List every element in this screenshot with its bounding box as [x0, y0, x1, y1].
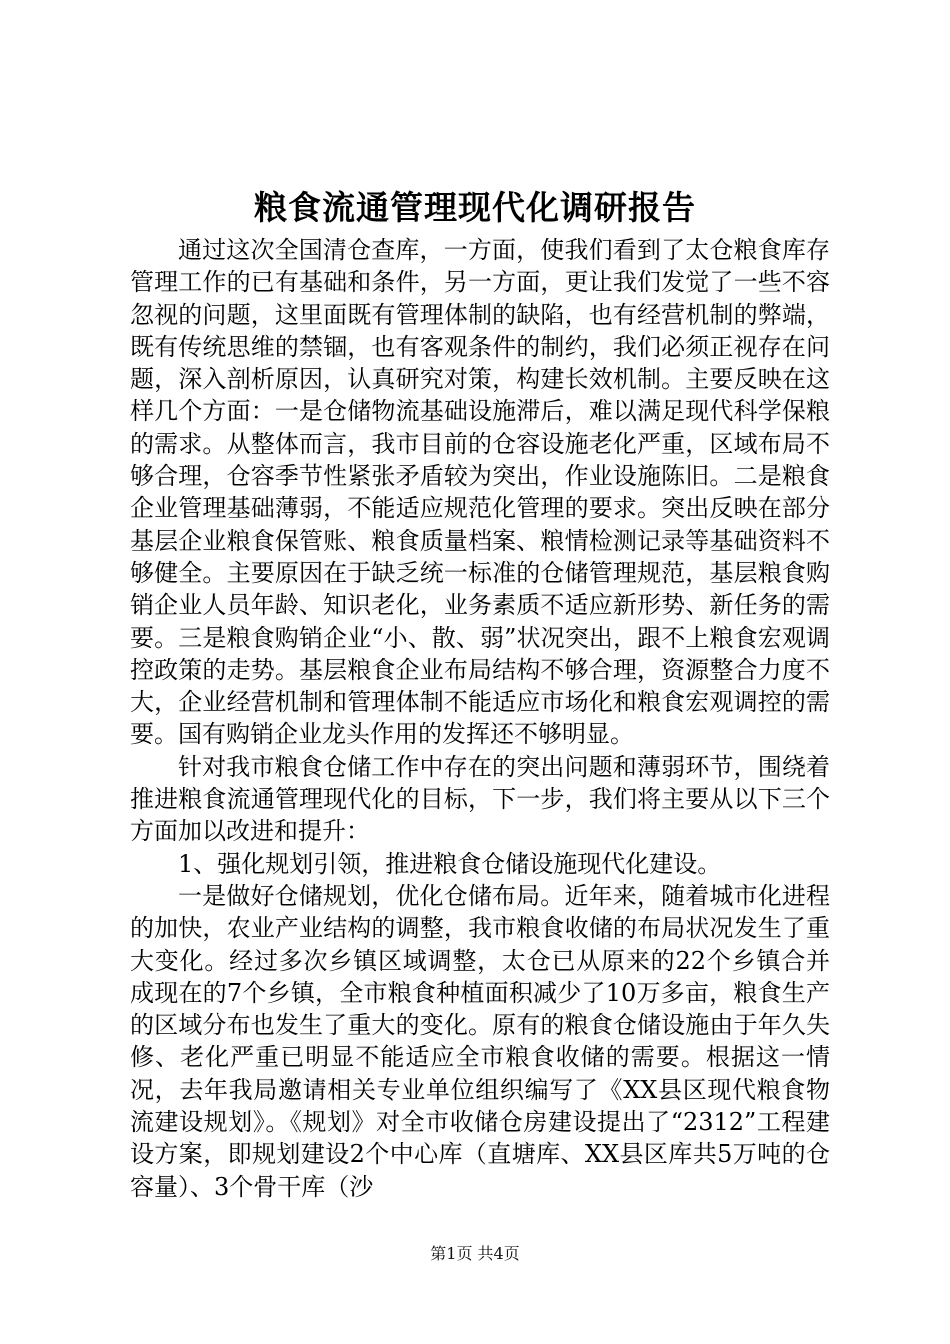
paragraph-improvements-intro: 针对我市粮食仓储工作中存在的突出问题和薄弱环节，围绕着推进粮食流通管理现代化的目标，下一步，我们将主要从以下三个方面加以改进和提升： — [130, 752, 830, 846]
document-body — [130, 234, 830, 1203]
page-footer: 第1页 共4页 — [430, 1244, 520, 1263]
paragraph-storage-planning: 一是做好仓储规划，优化仓储布局。近年来，随着城市化进程的加快，农业产业结构的调整，我市粮食收储的布局状况发生了重大变化。经过多次乡镇区域调整，太仓已从原来的22个乡镇合并成现在的7个乡镇，全市粮食种植面积减少了10万多亩，粮食生产的区域分布也发生了重大的变化。原有的粮食仓储设施由于年久失修、老化严重已明显不能适应全市粮食收储的需要。根据这一情况，去年我局邀请相关专业单位组织编写了《XX县区现代粮食物流建设规划》。《规划》对全市收储仓房建设提出了“2312”工程建设方案，即规划建设2个中心库（直塘库、XX县区库共5万吨的仓容量）、3个骨干库（沙 — [130, 881, 830, 1201]
document-title: 粮食流通管理现代化调研报告 — [254, 188, 696, 227]
paragraph-problems: 通过这次全国清仓查库，一方面，使我们看到了太仓粮食库存管理工作的已有基础和条件，另一方面，更让我们发觉了一些不容忽视的问题，这里面既有管理体制的缺陷，也有经营机制的弊端，既有传统思维的禁锢，也有客观条件的制约，我们必须正视存在问题，深入剖析原因，认真研究对策，构建长效机制。主要反映在这样几个方面：一是仓储物流基础设施滞后，难以满足现代科学保粮的需求。从整体而言，我市目前的仓容设施老化严重，区域布局不够合理，仓容季节性紧张矛盾较为突出，作业设施陈旧。二是粮食企业管理基础薄弱，不能适应规范化管理的要求。突出反映在部分基层企业粮食保管账、粮食质量档案、粮情检测记录等基础资料不够健全。主要原因在于缺乏统一标准的仓储管理规范，基层粮食购销企业人员年龄、知识老化，业务素质不适应新形势、新任务的需要。三是粮食购销企业“小、散、弱”状况突出，跟不上粮食宏观调控政策的走势。基层粮食企业布局结构不够合理，资源整合力度不大，企业经营机制和管理体制不能适应市场化和粮食宏观调控的需要。国有购销企业龙头作用的发挥还不够明显。 — [130, 236, 830, 749]
paragraph-section-1-heading: 1、强化规划引领，推进粮食仓储设施现代化建设。 — [178, 849, 722, 878]
